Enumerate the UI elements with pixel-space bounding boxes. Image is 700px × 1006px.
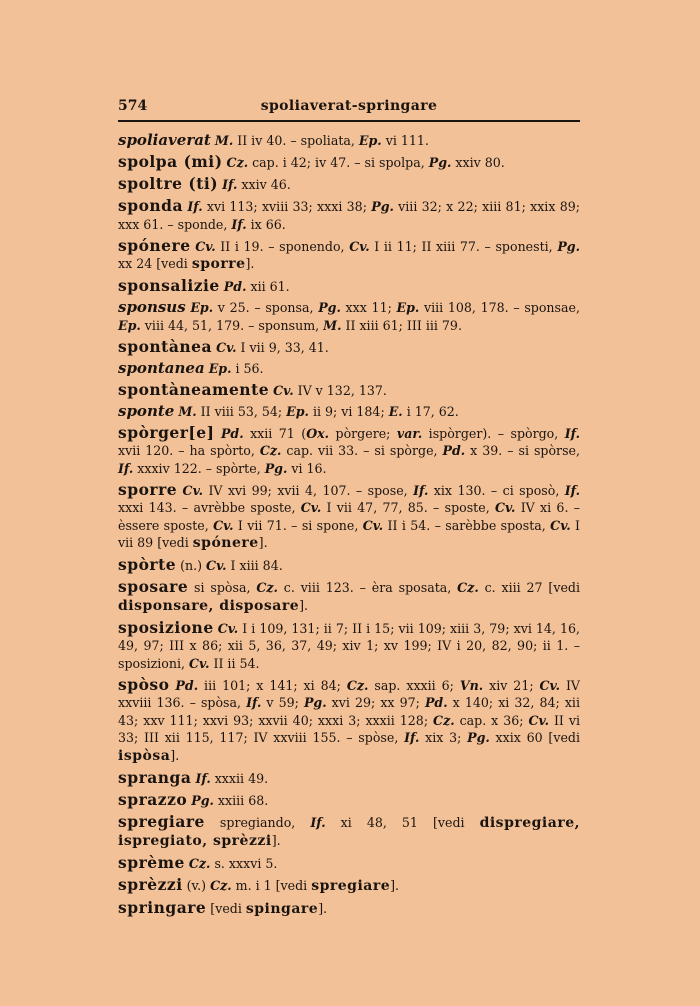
entry-text: xxx 11; [340,300,397,315]
entry-text: xix 130. – ci sposò, [428,482,565,498]
entry-text: xii 61. [246,279,290,294]
entry-text: IV xxviii 136. – spòsa, [118,677,581,710]
entry-text: II i 54. – sarèbbe sposta, [383,517,551,533]
work-abbreviation: Cv. [213,517,234,533]
entry-text: I xiii 84. [226,558,283,573]
entry-text: ]. [245,256,255,271]
entry-text: cap. i 42; iv 47. – si spolpa, [248,155,429,170]
dictionary-entry [118,132,580,150]
dictionary-entry [118,556,580,575]
work-abbreviation: var. [396,425,423,441]
entry-text: spregiando, [204,814,311,830]
entry-text: II vi 33; III xii 115, 117; IV xxviii 155. – spòse, [118,712,581,745]
dictionary-entry [118,813,580,851]
work-abbreviation: Cz. [188,856,211,871]
entry-text: [vedi [206,901,246,916]
entry-text: xx 24 [vedi [118,256,192,271]
entry-text: xxiv 46. [237,177,291,192]
entry-text: xxiii 68. [213,792,269,808]
entry-text: viii 108, 178. – sponsae, [419,300,580,315]
work-abbreviation: Cv. [494,500,516,515]
page-header [118,96,580,122]
work-abbreviation: Pg. [264,460,288,476]
entry-text: II i 19. – sponendo, [215,238,350,254]
entry-text: sap. xxxii 6; [368,677,460,693]
entry-text: ]. [258,535,268,550]
headword: sprème [118,853,185,872]
page-number: 574 [118,98,148,114]
dictionary-entry [118,619,580,673]
entry-text: (n.) [176,558,207,573]
work-abbreviation: Cz. [457,580,479,595]
headword: sporre [118,479,178,499]
dictionary-entry [118,899,580,919]
dictionary-entry [118,277,580,296]
entry-text: i 56. [231,360,264,376]
entry-text: I ii 11; II xiii 77. – sponesti, [369,238,558,254]
running-title: spoliaverat-springare [260,98,438,114]
work-abbreviation: Pd. [223,279,247,294]
entry-text: cap. x 36; [454,712,529,728]
entry-text: xiv 21; [483,677,540,693]
headword: spòrger[e] [118,422,215,442]
cross-reference: disponsare, disposare [118,597,300,614]
work-abbreviation: Ox. [306,425,330,441]
work-abbreviation: Pg. [371,199,394,214]
entry-text: I vii 89 [vedi [118,517,580,550]
work-abbreviation: Pg. [191,792,214,808]
headword: spolpa (mi) [118,152,223,171]
entry-text: c. xiii 27 [vedi [478,580,580,595]
work-abbreviation: If. [564,482,581,498]
entry-text: x 39. – si spòrse, [465,443,580,458]
dictionary-entry [118,424,580,478]
dictionary-entry [118,854,580,873]
work-abbreviation: Cv. [217,620,239,636]
work-abbreviation: Cv. [528,712,549,728]
work-abbreviation: Cv. [273,382,294,398]
entry-text: vi 16. [287,460,327,476]
work-abbreviation: Vn. [459,677,484,693]
headword: spoliaverat [118,131,211,149]
cross-reference: spónere [192,535,259,551]
entry-text: xvi 29; xx 97; [326,695,425,710]
entry-text: ]. [271,833,281,848]
entry-text: pòrgere; [329,425,397,441]
entry-text: xix 3; [419,730,468,745]
work-abbreviation: If. [310,814,326,830]
headword: spontànea [118,336,213,356]
dictionary-entry [118,481,580,553]
work-abbreviation: Pd. [220,425,244,441]
work-abbreviation: Cz. [210,878,232,893]
work-abbreviation: If. [413,482,429,498]
entry-text: ]. [299,597,309,613]
work-abbreviation: If. [222,177,238,192]
entry-text: s. xxxvi 5. [210,856,278,871]
work-abbreviation: Ep. [286,403,309,419]
entry-text: xvii 120. – ha spòrto, [118,443,260,458]
entry-text: ispòrger). – spòrgo, [422,425,565,441]
work-abbreviation: Cv. [195,238,216,254]
work-abbreviation: Ep. [208,360,232,376]
entry-text: I vii 47, 77, 85. – sposte, [321,500,495,515]
headword: sponsalizie [118,276,220,295]
dictionary-entry [118,769,580,788]
dictionary-entry [118,578,580,615]
cross-reference: spregiare [311,878,391,894]
entry-text: I vii 71. – si spone, [233,517,363,533]
headword: spòrte [118,555,177,574]
entry-text: c. viii 123. – èra sposata, [277,580,458,595]
headword: sprazzo [118,789,188,809]
work-abbreviation: Ep. [358,133,382,148]
entry-text: xxii 71 ( [243,425,307,441]
headword: springare [118,898,207,917]
entry-text: viii 32; x 22; xiii 81; xxix 89; xxx 61. – sponde, [118,199,580,232]
work-abbreviation: If. [118,460,134,476]
cross-reference: spingare [245,901,319,917]
work-abbreviation: Cz. [256,580,278,595]
dictionary-entry [118,360,580,378]
work-abbreviation: Cv. [550,517,571,533]
entry-text: ]. [318,901,328,916]
entry-text: II xiii 61; III iii 79. [341,317,462,333]
work-abbreviation: Cv. [189,655,210,671]
entry-text: xvi 113; xviii 33; xxxi 38; [202,199,372,214]
work-abbreviation: Pg. [557,238,580,254]
work-abbreviation: Pg. [467,730,490,745]
headword: sprèzzi [118,875,183,894]
dictionary-entry [118,338,580,357]
work-abbreviation: Pg. [428,155,452,170]
headword: spòso [118,674,170,694]
work-abbreviation: If. [195,770,211,786]
entry-list [118,132,580,922]
entry-text: iii 101; x 141; xi 84; [198,677,347,693]
dictionary-entry [118,197,580,233]
work-abbreviation: Cv. [539,677,560,693]
work-abbreviation: If. [564,425,580,441]
work-abbreviation: Cv. [182,482,204,498]
work-abbreviation: If. [187,199,203,214]
dictionary-entry [118,153,580,172]
work-abbreviation: Pd. [442,443,466,458]
work-abbreviation: Cv. [300,500,322,515]
dictionary-entry [118,403,580,421]
entry-text: v 25. – sponsa, [213,300,319,315]
work-abbreviation: Cv. [349,238,370,254]
dictionary-entry [118,676,580,766]
entry-text: x 140; xi 32, 84; xii 43; xxv 111; xxvi 93; xxvii 40; xxxi 3; xxxii 128; [118,695,580,728]
dictionary-entry [118,381,580,400]
entry-text: II viii 53, 54; [196,403,287,419]
dictionary-entry [118,299,580,334]
entry-text: I vii 9, 33, 41. [236,339,329,355]
work-abbreviation: Cv. [206,558,227,573]
entry-text: xxix 60 [vedi [489,730,580,745]
work-abbreviation: Cz. [226,155,249,170]
headword: spontanea [118,358,205,377]
entry-text: I i 109, 131; ii 7; II i 15; vii 109; xiii 3, 79; xvi 14, 16, 49, 97; III x 86; xii 5, 36, 37, 49; xiv 1; xv 199; IV i 20, 82, 90; ii 1. – sposizioni, [118,620,580,671]
dictionary-entry [118,876,580,896]
work-abbreviation: M. [214,133,234,148]
work-abbreviation: Pg. [303,695,327,710]
entry-text: ]. [170,747,180,763]
work-abbreviation: Cz. [433,712,455,728]
entry-text: II iv 40. – spoliata, [233,133,359,148]
work-abbreviation: M. [323,317,342,333]
work-abbreviation: If. [246,695,262,710]
headword: spoltre (ti) [118,174,219,193]
headword: spónere [118,235,191,255]
cross-reference: ispòsa [118,747,171,764]
entry-text: i 17, 62. [402,403,459,419]
entry-text: v 59; [261,695,304,710]
entry-text: IV xvi 99; xvii 4, 107. – spose, [203,482,414,498]
work-abbreviation: Pg. [318,300,341,315]
work-abbreviation: Cz. [346,677,369,693]
entry-text: cap. vii 33. – si spòrge, [281,443,443,458]
work-abbreviation: If. [404,730,420,745]
headword: sposare [118,577,189,596]
work-abbreviation: Ep. [118,317,141,333]
work-abbreviation: Ep. [396,300,420,315]
entry-text: IV xi 6. – èssere sposte, [118,500,581,533]
headword: sposizione [118,617,214,637]
work-abbreviation: If. [231,216,247,232]
cross-reference: dispregiare, ispregiato, sprèzzi [118,814,580,849]
cross-reference: sporre [191,256,246,272]
entry-text: xxiv 80. [451,155,505,170]
entry-text: vi 111. [381,133,429,148]
entry-text: (v.) [182,878,211,893]
headword: spranga [118,767,192,787]
work-abbreviation: Pd. [175,677,199,693]
work-abbreviation: Cv. [216,339,237,355]
entry-text: xi 48, 51 [vedi [325,814,480,830]
entry-text: II ii 54. [209,655,260,671]
entry-text: ii 9; vi 184; [308,403,389,419]
work-abbreviation: Cz. [259,443,282,458]
entry-text: IV v 132, 137. [293,382,387,398]
work-abbreviation: Pd. [424,695,448,710]
entry-text: m. i 1 [vedi [231,878,312,893]
headword: sponte [118,401,175,420]
entry-text: xxxiv 122. – spòrte, [133,460,265,476]
dictionary-entry [118,237,580,274]
entry-text: xxxi 143. – avrèbbe sposte, [118,500,301,515]
entry-text: si spòsa, [188,580,257,595]
entry-text: viii 44, 51, 179. – sponsum, [140,317,324,333]
work-abbreviation: M. [178,403,197,419]
headword: spontàneamente [118,379,270,399]
entry-text: ix 66. [246,216,286,232]
entry-text: ]. [390,878,400,893]
dictionary-entry [118,791,580,810]
headword: sponsus [118,298,186,316]
headword: spregiare [118,811,205,831]
dictionary-entry [118,175,580,194]
entry-text: xxxii 49. [210,770,269,786]
headword: sponda [118,196,184,215]
work-abbreviation: E. [388,403,403,419]
work-abbreviation: Ep. [190,300,214,315]
work-abbreviation: Cv. [362,517,384,533]
